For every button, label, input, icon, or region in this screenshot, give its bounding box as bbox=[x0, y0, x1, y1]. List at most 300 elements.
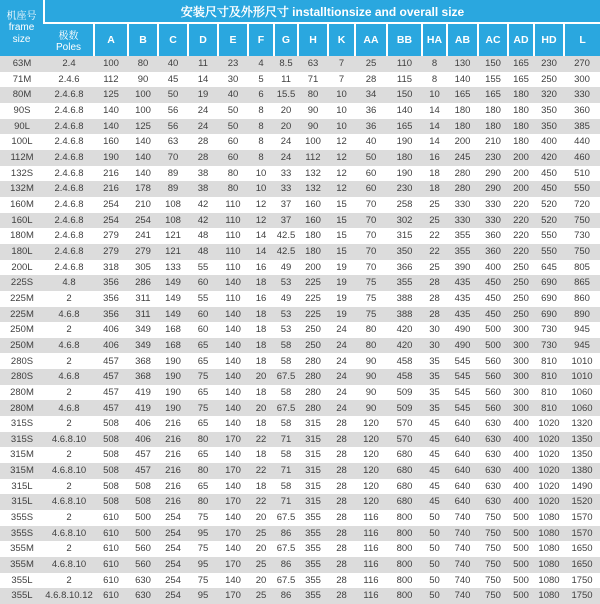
dimension-cell: 28 bbox=[336, 433, 347, 445]
dimension-cell: 36 bbox=[365, 120, 377, 132]
dimension-cell: 311 bbox=[135, 308, 151, 320]
dimension-cell: 140 bbox=[225, 308, 241, 320]
dimension-cell: 38 bbox=[197, 183, 209, 195]
dimension-cell: 500 bbox=[513, 512, 529, 524]
dimension-cell: 130 bbox=[454, 58, 471, 70]
dimension-cell: 225 bbox=[305, 277, 321, 289]
dimension-cell: 355 bbox=[305, 512, 321, 524]
dimension-cell: 740 bbox=[454, 512, 471, 524]
dimension-cell: 610 bbox=[103, 527, 119, 539]
dimension-cell: 15 bbox=[336, 214, 347, 226]
dimension-cell: 315 bbox=[396, 230, 413, 242]
dimension-cell: 318 bbox=[103, 261, 119, 273]
dimension-cell: 1520 bbox=[571, 496, 593, 508]
dimension-cell: 65 bbox=[197, 386, 209, 398]
dimension-cell: 225 bbox=[305, 308, 321, 320]
frame-size-cell: 180M bbox=[10, 230, 34, 242]
dimension-cell: 800 bbox=[396, 590, 413, 602]
poles-cell: 2 bbox=[66, 480, 72, 492]
dimension-cell: 750 bbox=[574, 245, 590, 257]
dimension-cell: 149 bbox=[165, 292, 181, 304]
dimension-cell: 630 bbox=[485, 496, 501, 508]
dimension-cell: 610 bbox=[103, 574, 119, 586]
dimension-cell: 80 bbox=[227, 183, 239, 195]
dimension-cell: 140 bbox=[396, 105, 413, 117]
dimension-cell: 24 bbox=[280, 136, 292, 148]
poles-cell: 4.6.8 bbox=[58, 402, 80, 414]
dimension-cell: 640 bbox=[454, 449, 471, 461]
dimension-cell: 279 bbox=[135, 245, 151, 257]
dimension-cell: 53 bbox=[280, 324, 292, 336]
dimension-cell: 58 bbox=[280, 449, 292, 461]
dimension-cell: 28 bbox=[197, 136, 209, 148]
dimension-cell: 132 bbox=[305, 183, 321, 195]
dimension-cell: 60 bbox=[227, 152, 239, 164]
dimension-cell: 24 bbox=[280, 152, 292, 164]
dimension-cell: 28 bbox=[336, 574, 347, 586]
frame-size-cell: 225S bbox=[10, 277, 34, 289]
dimension-cell: 18 bbox=[255, 449, 267, 461]
dimension-cell: 458 bbox=[396, 355, 413, 367]
dimension-cell: 510 bbox=[574, 167, 590, 179]
dimension-cell: 355 bbox=[396, 277, 413, 289]
dimension-cell: 140 bbox=[225, 574, 241, 586]
dimension-cell: 180 bbox=[485, 120, 501, 132]
dimension-cell: 28 bbox=[336, 449, 347, 461]
poles-header-en: Poles bbox=[55, 42, 81, 53]
dimension-cell: 18 bbox=[255, 277, 267, 289]
dimension-cell: 1080 bbox=[538, 527, 560, 539]
dimension-cell: 805 bbox=[574, 261, 590, 273]
dimension-cell: 280 bbox=[305, 402, 321, 414]
dimension-cell: 406 bbox=[135, 433, 151, 445]
dimension-cell: 80 bbox=[365, 339, 377, 351]
dimension-cell: 550 bbox=[541, 245, 557, 257]
dimension-cell: 75 bbox=[365, 277, 377, 289]
dimension-cell: 570 bbox=[396, 433, 413, 445]
dimension-cell: 610 bbox=[103, 559, 119, 571]
dimension-cell: 116 bbox=[363, 543, 379, 555]
frame-size-cell: 80M bbox=[12, 89, 32, 101]
dimension-cell: 11 bbox=[281, 73, 291, 85]
table-row bbox=[0, 72, 600, 88]
dimension-cell: 457 bbox=[135, 465, 151, 477]
dimension-cell: 810 bbox=[541, 355, 557, 367]
dimension-cell: 50 bbox=[227, 120, 239, 132]
dimension-cell: 300 bbox=[513, 386, 529, 398]
frame-size-cell: 250M bbox=[10, 339, 34, 351]
dimension-cell: 360 bbox=[485, 230, 501, 242]
dimension-cell: 406 bbox=[135, 418, 151, 430]
dimension-cell: 58 bbox=[280, 386, 292, 398]
dimension-cell: 330 bbox=[485, 198, 501, 210]
frame-size-cell: 355S bbox=[10, 527, 34, 539]
dimension-cell: 58 bbox=[280, 339, 292, 351]
dimension-cell: 315 bbox=[305, 418, 321, 430]
table-row bbox=[0, 416, 600, 432]
table-row bbox=[0, 353, 600, 369]
dimension-cell: 800 bbox=[396, 512, 413, 524]
dimension-cell: 1080 bbox=[538, 590, 560, 602]
dimension-cell: 40 bbox=[365, 136, 377, 148]
dimension-cell: 750 bbox=[574, 214, 590, 226]
dimension-cell: 190 bbox=[396, 167, 413, 179]
dimension-cell: 19 bbox=[336, 277, 347, 289]
dimension-cell: 120 bbox=[363, 418, 379, 430]
dimension-cell: 330 bbox=[574, 89, 590, 101]
column-header-h: H bbox=[298, 23, 328, 56]
dimension-cell: 230 bbox=[485, 152, 501, 164]
dimension-cell: 630 bbox=[135, 574, 151, 586]
dimension-cell: 419 bbox=[135, 402, 151, 414]
dimension-cell: 18 bbox=[429, 183, 440, 195]
dimension-cell: 110 bbox=[225, 214, 241, 226]
dimension-cell: 400 bbox=[541, 136, 557, 148]
dimension-cell: 24 bbox=[197, 105, 209, 117]
dimension-cell: 116 bbox=[363, 574, 379, 586]
dimension-cell: 400 bbox=[513, 496, 529, 508]
column-header-ab: AB bbox=[447, 23, 478, 56]
dimension-cell: 140 bbox=[225, 386, 241, 398]
poles-header-zh: 极数 bbox=[58, 31, 79, 42]
dimension-cell: 300 bbox=[513, 324, 529, 336]
dimension-cell: 25 bbox=[255, 559, 267, 571]
dimension-cell: 1080 bbox=[538, 574, 560, 586]
dimension-cell: 133 bbox=[165, 261, 181, 273]
dimension-cell: 165 bbox=[454, 89, 471, 101]
dimension-cell: 508 bbox=[103, 449, 119, 461]
table-row bbox=[0, 228, 600, 244]
table-row bbox=[0, 541, 600, 557]
dimension-cell: 58 bbox=[280, 355, 292, 367]
column-header-aa: AA bbox=[355, 23, 387, 56]
dimension-cell: 10 bbox=[429, 89, 440, 101]
dimension-cell: 170 bbox=[225, 527, 241, 539]
dimension-cell: 254 bbox=[103, 198, 119, 210]
dimension-cell: 750 bbox=[485, 590, 501, 602]
dimension-cell: 60 bbox=[197, 324, 209, 336]
table-row bbox=[0, 56, 600, 72]
dimension-cell: 14 bbox=[197, 73, 209, 85]
frame-size-cell: 90S bbox=[13, 105, 31, 117]
dimension-cell: 165 bbox=[513, 58, 529, 70]
dimension-cell: 360 bbox=[574, 105, 590, 117]
dimension-cell: 250 bbox=[513, 261, 529, 273]
poles-cell: 4.6.8 bbox=[58, 339, 80, 351]
table-row bbox=[0, 526, 600, 542]
dimension-cell: 15 bbox=[336, 198, 347, 210]
dimension-cell: 355 bbox=[305, 574, 321, 586]
dimension-cell: 645 bbox=[541, 261, 557, 273]
dimension-cell: 216 bbox=[165, 496, 181, 508]
dimension-cell: 440 bbox=[574, 136, 590, 148]
poles-cell: 2.4.6.8 bbox=[54, 120, 84, 132]
poles-cell: 2.4.6.8 bbox=[54, 167, 84, 179]
dimension-cell: 50 bbox=[429, 574, 440, 586]
dimension-cell: 1020 bbox=[538, 480, 560, 492]
dimension-cell: 115 bbox=[396, 73, 413, 85]
dimension-cell: 388 bbox=[396, 308, 413, 320]
dimension-cell: 140 bbox=[225, 418, 241, 430]
dimension-cell: 1010 bbox=[571, 355, 593, 367]
dimension-cell: 70 bbox=[365, 261, 377, 273]
frame-size-cell: 90L bbox=[14, 120, 30, 132]
dimension-cell: 37 bbox=[280, 214, 292, 226]
dimension-cell: 280 bbox=[454, 167, 471, 179]
dimension-cell: 120 bbox=[363, 433, 379, 445]
dimension-cell: 140 bbox=[225, 339, 241, 351]
dimension-cell: 75 bbox=[197, 543, 209, 555]
poles-cell: 2.4.6.8 bbox=[54, 183, 84, 195]
dimension-cell: 500 bbox=[513, 543, 529, 555]
dimension-cell: 1020 bbox=[538, 496, 560, 508]
dimension-cell: 75 bbox=[197, 574, 209, 586]
dimension-cell: 560 bbox=[485, 386, 501, 398]
dimension-cell: 457 bbox=[103, 371, 119, 383]
dimension-cell: 406 bbox=[103, 339, 119, 351]
dimension-cell: 500 bbox=[485, 324, 501, 336]
column-header-ad: AD bbox=[508, 23, 534, 56]
dimension-cell: 70 bbox=[365, 214, 377, 226]
dimension-cell: 750 bbox=[485, 574, 501, 586]
dimension-cell: 190 bbox=[165, 386, 181, 398]
dimension-cell: 250 bbox=[541, 73, 557, 85]
frame-size-cell: 355M bbox=[10, 543, 34, 555]
dimension-cell: 116 bbox=[363, 512, 379, 524]
dimension-cell: 457 bbox=[103, 402, 119, 414]
dimension-cell: 509 bbox=[396, 402, 413, 414]
dimension-cell: 160 bbox=[305, 198, 321, 210]
dimension-cell: 250 bbox=[513, 292, 529, 304]
dimension-cell: 216 bbox=[165, 418, 181, 430]
dimension-cell: 190 bbox=[165, 371, 181, 383]
poles-cell: 2 bbox=[66, 574, 72, 586]
dimension-cell: 165 bbox=[396, 120, 413, 132]
column-header-f: F bbox=[248, 23, 274, 56]
dimension-cell: 500 bbox=[513, 527, 529, 539]
dimension-cell: 400 bbox=[513, 418, 529, 430]
dimension-cell: 45 bbox=[429, 433, 440, 445]
dimension-cell: 190 bbox=[165, 355, 181, 367]
dimension-cell: 132 bbox=[305, 167, 321, 179]
dimension-cell: 110 bbox=[225, 292, 241, 304]
dimension-cell: 140 bbox=[225, 512, 241, 524]
dimension-cell: 75 bbox=[197, 402, 209, 414]
frame-size-cell: 112M bbox=[10, 152, 34, 164]
dimension-cell: 28 bbox=[336, 559, 347, 571]
frame-size-header-en: frame size bbox=[8, 22, 35, 45]
dimension-cell: 1010 bbox=[571, 371, 593, 383]
dimension-cell: 245 bbox=[454, 152, 471, 164]
dimension-cell: 8 bbox=[258, 136, 264, 148]
dimension-cell: 508 bbox=[135, 496, 151, 508]
dimension-cell: 630 bbox=[485, 418, 501, 430]
dimension-cell: 67.5 bbox=[276, 402, 296, 414]
dimension-cell: 30 bbox=[429, 324, 440, 336]
dimension-cell: 640 bbox=[454, 433, 471, 445]
dimension-cell: 14 bbox=[255, 230, 267, 242]
table-row bbox=[0, 260, 600, 276]
dimension-cell: 1320 bbox=[571, 418, 593, 430]
dimension-cell: 140 bbox=[225, 371, 241, 383]
dimension-cell: 18 bbox=[255, 308, 267, 320]
dimension-cell: 55 bbox=[197, 261, 209, 273]
dimension-cell: 545 bbox=[454, 371, 471, 383]
dimension-cell: 20 bbox=[280, 105, 292, 117]
dimension-cell: 180 bbox=[305, 245, 321, 257]
poles-cell: 2 bbox=[66, 324, 72, 336]
dimension-cell: 10 bbox=[336, 120, 347, 132]
dimension-cell: 28 bbox=[336, 465, 347, 477]
dimension-cell: 53 bbox=[280, 308, 292, 320]
dimension-cell: 86 bbox=[280, 527, 292, 539]
dimension-cell: 33 bbox=[280, 183, 292, 195]
dimension-cell: 45 bbox=[429, 480, 440, 492]
dimension-cell: 356 bbox=[103, 292, 119, 304]
frame-size-cell: 280S bbox=[10, 371, 34, 383]
dimension-cell: 140 bbox=[225, 355, 241, 367]
dimension-cell: 45 bbox=[429, 418, 440, 430]
dimension-cell: 90 bbox=[307, 120, 319, 132]
dimension-cell: 508 bbox=[103, 465, 119, 477]
dimension-cell: 50 bbox=[429, 590, 440, 602]
dimension-cell: 28 bbox=[336, 418, 347, 430]
frame-size-cell: 280M bbox=[10, 386, 34, 398]
poles-cell: 2 bbox=[66, 355, 72, 367]
dimension-cell: 15 bbox=[336, 245, 347, 257]
frame-size-cell: 100L bbox=[11, 136, 33, 148]
dimension-cell: 75 bbox=[365, 292, 377, 304]
dimension-cell: 80 bbox=[137, 58, 149, 70]
dimension-cell: 100 bbox=[103, 58, 119, 70]
dimension-cell: 50 bbox=[429, 512, 440, 524]
dimension-cell: 90 bbox=[365, 371, 377, 383]
frame-size-cell: 315M bbox=[10, 449, 34, 461]
dimension-cell: 450 bbox=[541, 183, 557, 195]
dimension-cell: 216 bbox=[103, 167, 119, 179]
dimension-cell: 28 bbox=[336, 480, 347, 492]
dimension-cell: 86 bbox=[280, 590, 292, 602]
dimension-cell: 55 bbox=[197, 292, 209, 304]
dimension-cell: 730 bbox=[541, 324, 557, 336]
dimension-cell: 280 bbox=[454, 183, 471, 195]
dimension-cell: 220 bbox=[513, 230, 529, 242]
dimension-cell: 20 bbox=[255, 574, 267, 586]
dimension-cell: 450 bbox=[485, 277, 501, 289]
dimension-cell: 42.5 bbox=[276, 230, 296, 242]
dimension-cell: 25 bbox=[255, 590, 267, 602]
dimension-cell: 355 bbox=[305, 527, 321, 539]
dimension-cell: 67.5 bbox=[276, 543, 296, 555]
dimension-cell: 67.5 bbox=[276, 512, 296, 524]
frame-size-cell: 355M bbox=[10, 559, 34, 571]
dimension-cell: 457 bbox=[103, 355, 119, 367]
dimension-cell: 180 bbox=[454, 105, 471, 117]
dimension-cell: 28 bbox=[429, 308, 440, 320]
dimension-cell: 100 bbox=[135, 89, 151, 101]
dimension-cell: 680 bbox=[396, 496, 413, 508]
dimension-cell: 65 bbox=[197, 339, 209, 351]
dimension-cell: 7 bbox=[338, 73, 345, 85]
table-row bbox=[0, 275, 600, 291]
dimension-cell: 18 bbox=[429, 167, 440, 179]
dimension-cell: 241 bbox=[135, 230, 151, 242]
dimension-cell: 40 bbox=[227, 89, 239, 101]
dimension-cell: 368 bbox=[135, 371, 151, 383]
dimension-cell: 350 bbox=[396, 245, 413, 257]
dimension-cell: 12 bbox=[336, 152, 347, 164]
dimension-cell: 19 bbox=[336, 261, 347, 273]
dimension-cell: 125 bbox=[135, 120, 151, 132]
table-row bbox=[0, 103, 600, 119]
dimension-cell: 508 bbox=[103, 433, 119, 445]
dimension-cell: 80 bbox=[197, 465, 209, 477]
dimension-cell: 12 bbox=[255, 214, 267, 226]
dimension-cell: 450 bbox=[541, 167, 557, 179]
dimension-cell: 11 bbox=[198, 58, 208, 70]
dimension-cell: 1020 bbox=[538, 449, 560, 461]
dimension-cell: 216 bbox=[103, 183, 119, 195]
dimension-cell: 30 bbox=[227, 73, 239, 85]
dimension-cell: 160 bbox=[103, 136, 119, 148]
frame-size-cell: 280S bbox=[10, 355, 34, 367]
dimension-cell: 8.5 bbox=[279, 58, 293, 70]
dimension-cell: 400 bbox=[513, 480, 529, 492]
dimension-cell: 1020 bbox=[538, 418, 560, 430]
dimension-cell: 28 bbox=[365, 73, 377, 85]
dimension-cell: 48 bbox=[197, 245, 209, 257]
dimension-cell: 140 bbox=[103, 105, 119, 117]
dimension-cell: 270 bbox=[574, 58, 590, 70]
dimension-cell: 640 bbox=[454, 418, 471, 430]
dimension-cell: 65 bbox=[197, 480, 209, 492]
dimension-cell: 20 bbox=[255, 371, 267, 383]
frame-size-cell: 225M bbox=[10, 308, 34, 320]
dimension-cell: 560 bbox=[135, 559, 151, 571]
dimension-cell: 70 bbox=[167, 152, 179, 164]
poles-cell: 2.4.6.8 bbox=[54, 105, 84, 117]
dimension-cell: 300 bbox=[513, 402, 529, 414]
dimension-cell: 230 bbox=[396, 183, 413, 195]
dimension-cell: 12 bbox=[255, 198, 267, 210]
dimension-cell: 320 bbox=[541, 89, 557, 101]
dimension-cell: 945 bbox=[574, 324, 590, 336]
dimension-cell: 40 bbox=[167, 58, 179, 70]
dimension-cell: 420 bbox=[396, 324, 413, 336]
dimension-cell: 38 bbox=[197, 167, 209, 179]
dimension-cell: 1060 bbox=[571, 402, 593, 414]
dimension-cell: 750 bbox=[485, 527, 501, 539]
dimension-cell: 640 bbox=[454, 496, 471, 508]
poles-cell: 4.6.8 bbox=[58, 308, 80, 320]
dimension-cell: 22 bbox=[255, 433, 267, 445]
dimension-cell: 28 bbox=[429, 277, 440, 289]
dimension-cell: 210 bbox=[135, 198, 151, 210]
dimension-cell: 12 bbox=[336, 183, 347, 195]
dimension-cell: 254 bbox=[103, 214, 119, 226]
dimension-cell: 280 bbox=[305, 355, 321, 367]
table-row bbox=[0, 134, 600, 150]
dimension-cell: 42.5 bbox=[276, 245, 296, 257]
dimension-cell: 210 bbox=[485, 136, 501, 148]
dimension-cell: 20 bbox=[255, 543, 267, 555]
dimension-cell: 254 bbox=[165, 590, 181, 602]
dimension-cell: 490 bbox=[454, 339, 471, 351]
dimension-cell: 65 bbox=[197, 355, 209, 367]
dimension-cell: 250 bbox=[513, 277, 529, 289]
dimension-cell: 254 bbox=[165, 574, 181, 586]
dimension-cell: 10 bbox=[255, 183, 267, 195]
